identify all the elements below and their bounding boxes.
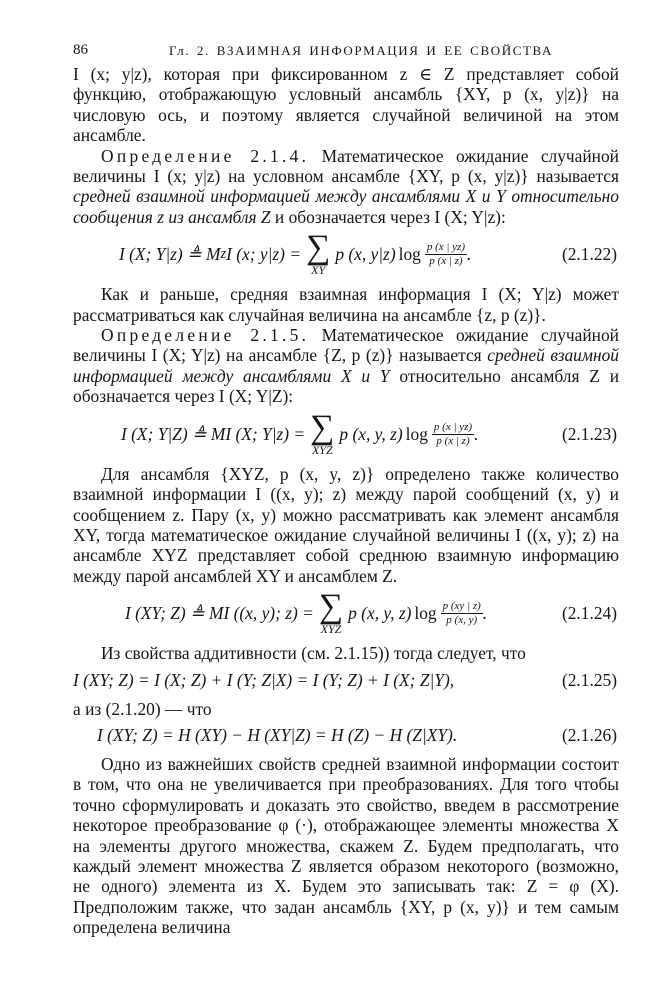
equation-body: p (x, y|z) — [335, 244, 396, 265]
equation-formula: I (XY; Z) = I (X; Z) + I (Y; Z|X) = I (Y; Z) + I (X; Z|Y), — [73, 669, 455, 690]
equation-formula — [121, 408, 479, 457]
running-title: Гл. 2. ВЗАИМНАЯ ИНФОРМАЦИЯ И ЕЕ СВОЙСТВА — [169, 43, 553, 58]
equation-2-1-26 — [73, 725, 619, 746]
sigma-symbol: ∑ — [306, 229, 331, 267]
equation-formula — [125, 588, 488, 637]
equation-formula: I (XY; Z) = H (XY) − H (XY|Z) = H (Z) − H (Z|XY). — [97, 724, 458, 745]
paragraph-additivity: Из свойства аддитивности (см. 2.1.15)) тогда следует, что — [101, 643, 526, 664]
paragraph-from-2-1-20: а из (2.1.20) — что — [73, 698, 212, 719]
equation-formula — [119, 229, 472, 278]
sigma-symbol: ∑ — [318, 588, 344, 626]
summation — [310, 408, 335, 457]
paragraph-random-variable: Как и раньше, средняя взаимная информация I (X; Y|z) может рассматриваться как случайная величина на ансамбле {z, p (z)}. — [73, 284, 619, 325]
equation-number: (2.1.24) — [561, 603, 617, 624]
summation-index: XYZ — [320, 622, 342, 637]
sigma-symbol: ∑ — [310, 408, 335, 446]
equation-2-1-22 — [73, 229, 619, 278]
fraction-numerator: p (x | yz) — [426, 241, 466, 254]
equation-number: (2.1.22) — [561, 244, 617, 265]
equation-body: p (x, y, z) — [339, 423, 403, 444]
equation-number: (2.1.25) — [561, 669, 617, 690]
definition-label: Определение 2.1.5. — [101, 325, 310, 346]
paragraph-ensemble-xyz: Для ансамбля {XYZ, p (x, y, z)} определено также количество взаимной информации I ((x, y); z) между парой сообщений (x, y) и сообщением z. Пару (x, y) можно рассматривать как элемент ансамбля XY, тогда математическое ожидание случайной величины I ((x, y); z) на ансамбле XYZ представляет собой среднюю взаимную информацию между парой ансамблей XY и ансамблем Z. — [73, 463, 619, 586]
equation-number: (2.1.23) — [561, 423, 617, 444]
fraction-numerator: p (x | yz) — [433, 420, 473, 433]
fraction-numerator: p (xy | z) — [442, 600, 481, 613]
definition-text: Математическое ожидание случайной величины I (x; y|z) на условном ансамбле {XY, p (x, y|z)} называется — [73, 145, 619, 187]
equation-number: (2.1.26) — [561, 724, 617, 745]
fraction-denominator: p (x, y) — [446, 614, 478, 627]
paragraph-transformations: Одно из важнейших свойств средней взаимной информации состоит в том, что она не увеличивается при преобразованиях. Для того чтобы точно сформулировать и доказать это свойство, введем в рассмотрение некоторое преобразование φ (·), отображающее элементы множества X на элементы другого множества, скажем Z. Будем предполагать, что каждый элемент множества Z является образом некоторого (возможно, не одного) элемента из X. Будем это записывать так: Z = φ (X). Предположим также, что задан ансамбль {XY, p (x, y)} и тем самым определена величина — [73, 753, 619, 938]
page-number: 86 — [73, 42, 88, 58]
fraction — [441, 600, 483, 627]
summation — [318, 588, 344, 637]
fraction — [425, 241, 467, 268]
log-operator: log — [414, 603, 437, 624]
fraction — [432, 421, 474, 448]
definition-term: средней взаимной информацией между ансамблями X и Y относительно сообщения z из ансамбля Z — [73, 186, 619, 227]
fraction-denominator: p (x | z) — [436, 434, 470, 447]
definition-label: Определение 2.1.4. — [101, 145, 310, 166]
log-operator: log — [405, 423, 428, 444]
definition-2-1-5 — [73, 325, 619, 407]
equation-body: p (x, y, z) — [348, 603, 412, 624]
equation-2-1-25 — [73, 670, 619, 691]
log-operator: log — [398, 244, 421, 265]
definition-text-end: и обозначается через I (X; Y|z): — [274, 206, 506, 227]
fraction-denominator: p (x | z) — [429, 255, 463, 268]
equation-lhs: I (XY; Z) ≜ MI ((x, y); z) = — [125, 603, 314, 624]
equation-2-1-24 — [73, 588, 619, 637]
book-page — [73, 40, 619, 938]
equation-end: . — [467, 244, 472, 265]
page-header — [73, 40, 619, 64]
paragraph-intro: I (x; y|z), которая при фиксированном z ∈ Z представляет собой функцию, отображающую условный ансамбль {XY, p (x, y|z)} на числовую ось, и поэтому является случайной величиной на этом ансамбле. — [73, 64, 619, 146]
expectation-subscript: z — [220, 246, 227, 263]
definition-text: Математическое ожидание случайной величины I (X; Y|z) на ансамбле {Z, p (z)} называется — [73, 325, 619, 366]
equation-lhs: I (X; Y|Z) ≜ MI (X; Y|z) = — [121, 423, 306, 444]
equation-lhs: I (X; Y|z) ≜ M — [119, 244, 221, 265]
equation-end: . — [474, 423, 479, 444]
summation-index: XYZ — [311, 442, 333, 457]
definition-2-1-4 — [73, 146, 619, 228]
equation-end: . — [482, 603, 488, 624]
definition-text-end: относительно ансамбля Z и обозначается через I (X; Y|Z): — [73, 365, 620, 407]
definition-term: средней взаимной информацией между ансамблями X и Y — [73, 345, 619, 386]
summation — [306, 229, 331, 278]
summation-index: XY — [311, 263, 326, 278]
equation-2-1-23 — [73, 408, 619, 457]
equation-mid: I (x; y|z) = — [226, 244, 302, 265]
